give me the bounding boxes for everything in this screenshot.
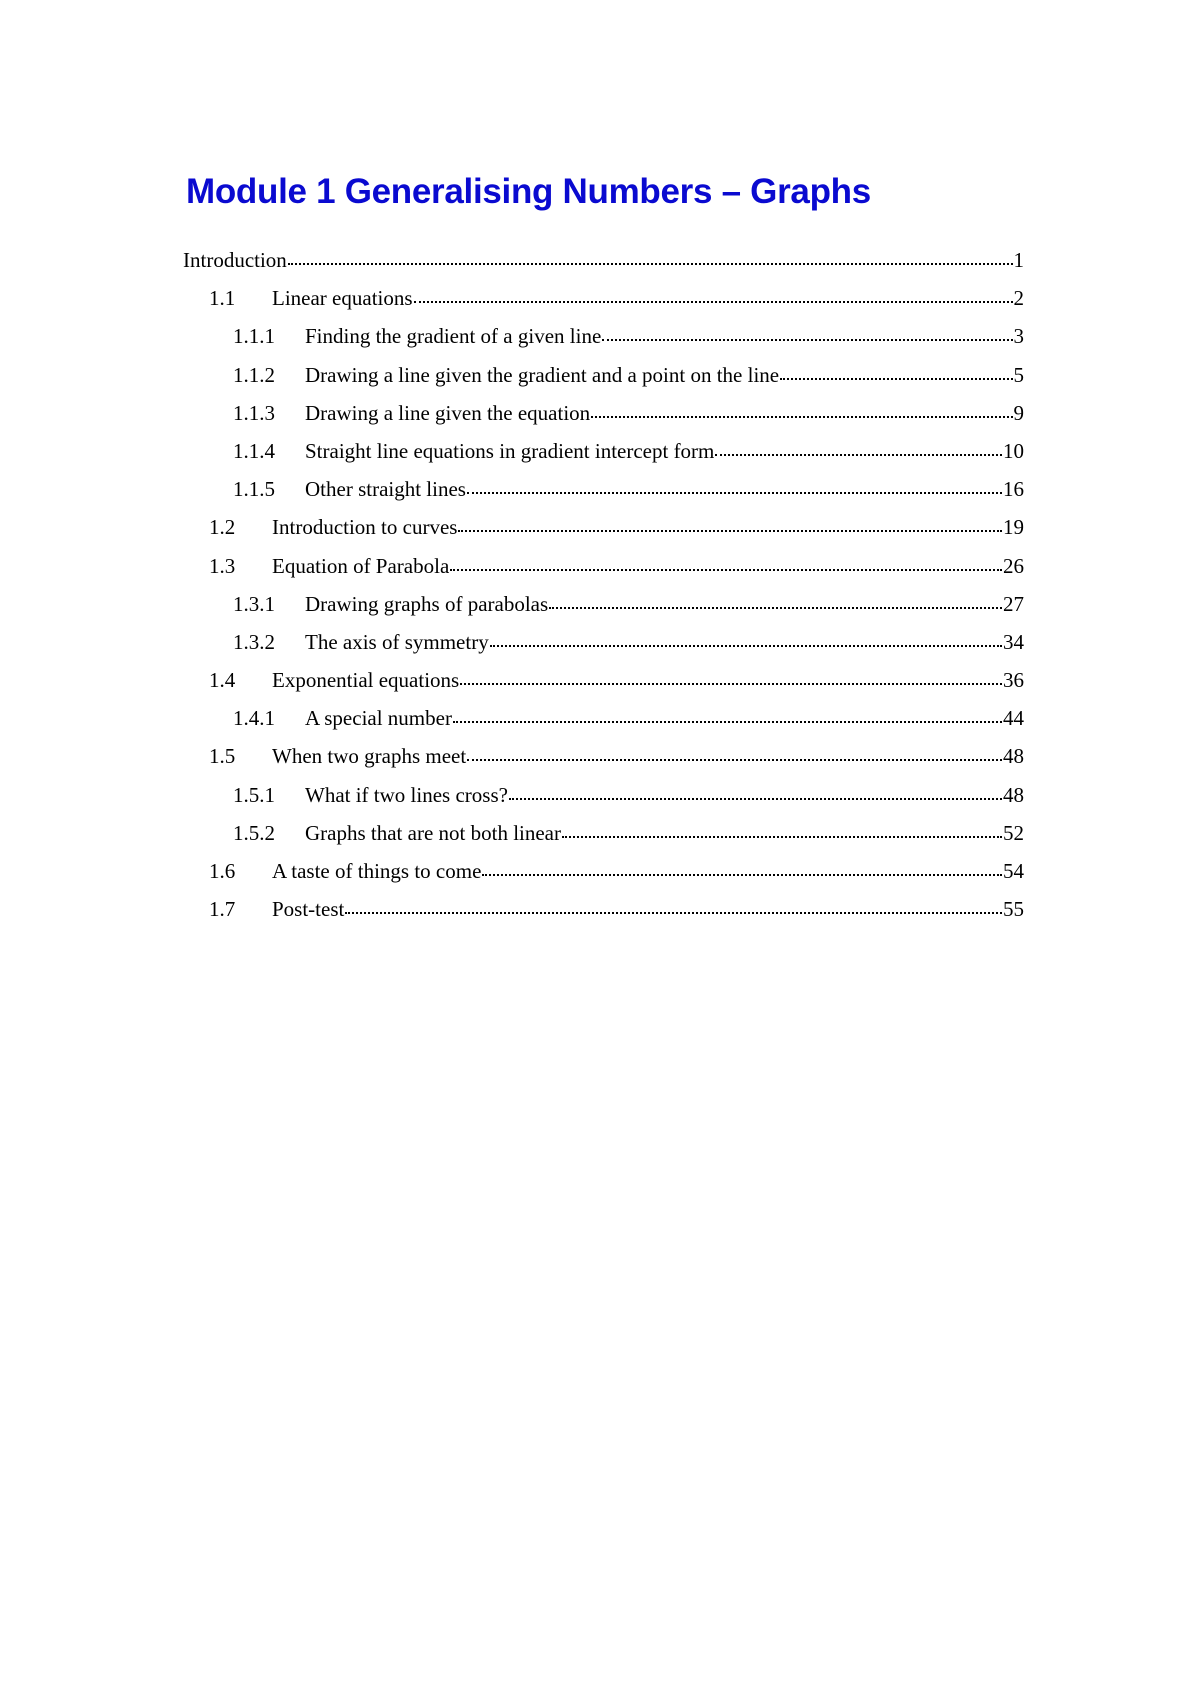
toc-dot-leader [414,285,1013,305]
toc-entry-number: 1.1.5 [233,477,275,502]
toc-entry-title: Exponential equations [272,668,460,693]
toc-entry-page-number: 2 [1013,286,1024,311]
page-title: Module 1 Generalising Numbers – Graphs [186,172,871,211]
toc-entry-title: A taste of things to come [272,859,482,883]
toc-entry-number: 1.1.3 [233,400,275,425]
toc-entry-number: 1.5 [209,744,236,769]
toc-entry-page-number: 9 [1013,400,1024,425]
toc-entry-page-number: 55 [1003,897,1024,922]
toc-entry[interactable] [183,856,1024,894]
toc-entry-page-number: 48 [1003,744,1024,769]
toc-entry-number: 1.1 [209,286,236,311]
toc-entry[interactable] [183,780,1024,818]
toc-entry-page-number: 5 [1013,362,1024,387]
toc-entry-title: What if two lines cross? [305,782,508,807]
toc-entry-number: 1.2 [209,515,236,540]
toc-entry[interactable] [183,436,1024,474]
toc-entry[interactable] [183,589,1024,627]
toc-entry-page-number: 54 [1003,859,1024,883]
toc-entry-page-number: 1 [1013,248,1024,272]
toc-dot-leader [490,629,1002,649]
toc-entry-page-number: 44 [1003,706,1024,731]
toc-dot-leader [453,705,1002,725]
toc-entry[interactable] [183,474,1024,512]
toc-entry-number: 1.3.1 [233,591,275,616]
toc-entry[interactable] [183,551,1024,589]
toc-entry-title: Introduction to curves [272,515,458,540]
toc-entry-page-number: 34 [1003,629,1024,654]
toc-entry[interactable] [183,894,1024,932]
toc-dot-leader [482,858,1002,878]
toc-entry-title: Post-test [272,897,345,922]
toc-dot-leader [562,820,1002,840]
toc-entry-page-number: 16 [1003,477,1024,502]
toc-entry-number: 1.7 [209,897,236,922]
toc-entry-title: Other straight lines [305,477,466,502]
toc-entry-number: 1.3.2 [233,629,275,654]
toc-entry-title: A special number [305,706,452,731]
toc-entry-page-number: 36 [1003,668,1024,693]
toc-entry-page-number: 27 [1003,591,1024,616]
toc-entry-title: When two graphs meet [272,744,467,769]
toc-entry-number: 1.3 [209,553,236,578]
toc-dot-leader [460,667,1002,687]
toc-entry-number: 1.4 [209,668,236,693]
toc-entry-title: Introduction [183,248,287,272]
toc-entry[interactable] [183,245,1024,283]
toc-entry[interactable] [183,512,1024,550]
toc-entry-title: Finding the gradient of a given line [305,324,602,349]
toc-dot-leader [715,438,1002,458]
toc-entry-title: Graphs that are not both linear [305,820,561,845]
table-of-contents [183,245,1024,932]
toc-entry-title: Drawing a line given the equation [305,400,591,425]
toc-dot-leader [780,362,1012,382]
toc-entry-page-number: 48 [1003,782,1024,807]
toc-entry-number: 1.5.1 [233,782,275,807]
toc-entry-title: Drawing graphs of parabolas [305,591,549,616]
toc-entry-number: 1.6 [209,859,236,883]
toc-entry[interactable] [183,283,1024,321]
toc-entry[interactable] [183,398,1024,436]
toc-dot-leader [509,782,1002,802]
toc-entry-number: 1.5.2 [233,820,275,845]
toc-dot-leader [467,743,1002,763]
toc-entry-page-number: 52 [1003,820,1024,845]
toc-dot-leader [288,247,1013,267]
toc-dot-leader [467,476,1002,496]
toc-entry[interactable] [183,703,1024,741]
toc-entry-title: Linear equations [272,286,413,311]
toc-entry[interactable] [183,741,1024,779]
toc-dot-leader [450,553,1002,573]
toc-entry-page-number: 3 [1013,324,1024,349]
toc-dot-leader [591,400,1012,420]
toc-entry-title: Straight line equations in gradient intercept form [305,438,715,463]
toc-entry-title: Drawing a line given the gradient and a point on the line [305,362,780,387]
toc-entry-page-number: 19 [1003,515,1024,540]
toc-entry-number: 1.4.1 [233,706,275,731]
toc-entry-title: The axis of symmetry [305,629,489,654]
toc-entry[interactable] [183,360,1024,398]
toc-entry[interactable] [183,321,1024,359]
toc-entry-number: 1.1.4 [233,438,275,463]
toc-dot-leader [602,323,1012,343]
toc-dot-leader [458,514,1002,534]
toc-entry-title: Equation of Parabola [272,553,450,578]
toc-entry[interactable] [183,627,1024,665]
toc-entry[interactable] [183,818,1024,856]
toc-entry-number: 1.1.2 [233,362,275,387]
toc-dot-leader [345,896,1002,916]
toc-dot-leader [549,591,1002,611]
toc-entry-page-number: 10 [1003,438,1024,463]
toc-entry[interactable] [183,665,1024,703]
toc-entry-page-number: 26 [1003,553,1024,578]
toc-entry-number: 1.1.1 [233,324,275,349]
